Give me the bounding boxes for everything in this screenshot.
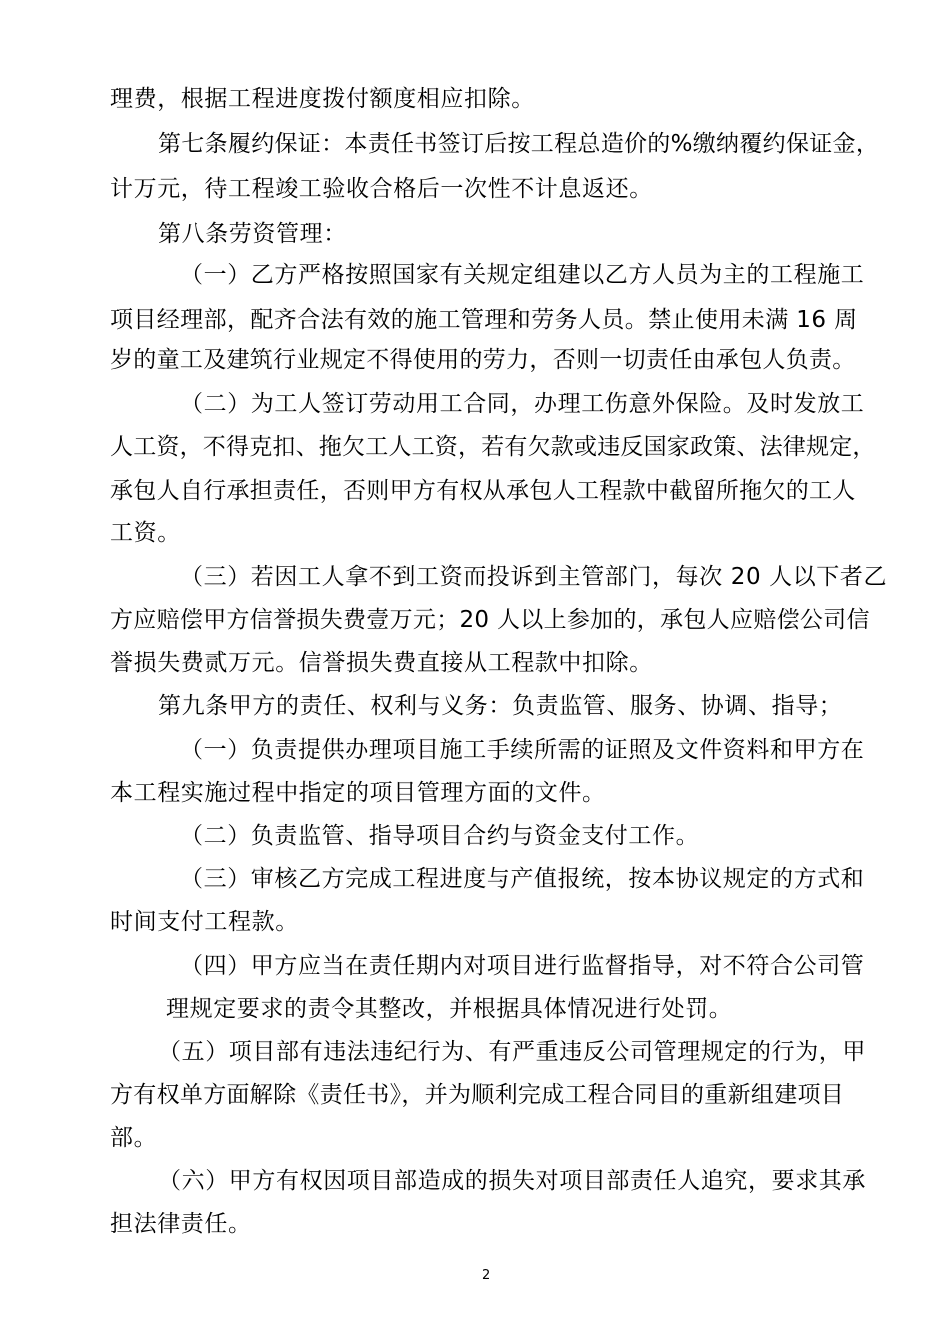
text-line-20: 时间支付工程款。	[110, 909, 299, 935]
text-line-23: （五）项目部有违法违纪行为、有严重违反公司管理规定的行为，甲	[158, 1039, 866, 1065]
text-line-17: 本工程实施过程中指定的项目管理方面的文件。	[110, 780, 606, 806]
text-line-16: （一）负责提供办理项目施工手续所需的证照及文件资料和甲方在	[180, 737, 865, 763]
text-line-11: 工资。	[110, 520, 181, 546]
text-line-2: 第七条履约保证：本责任书签订后按工程总造价的%缴纳覆约保证金，	[158, 131, 880, 157]
text-line-6: 项目经理部，配齐合法有效的施工管理和劳务人员。禁止使用未满 16 周	[110, 307, 858, 333]
text-line-7: 岁的童工及建筑行业规定不得使用的劳力，否则一切责任由承包人负责。	[110, 347, 856, 373]
text-line-15: 第九条甲方的责任、权利与义务：负责监管、服务、协调、指导；	[158, 693, 843, 719]
text-line-19: （三）审核乙方完成工程进度与产值报统，按本协议规定的方式和	[180, 866, 865, 892]
text-line-1: 理费，根据工程进度拨付额度相应扣除。	[110, 86, 535, 112]
text-line-27: 担法律责任。	[110, 1211, 252, 1237]
text-line-14: 誉损失费贰万元。信誉损失费直接从工程款中扣除。	[110, 650, 653, 676]
text-line-10: 承包人自行承担责任，否则甲方有权从承包人工程款中截留所拖欠的工人	[110, 478, 856, 504]
text-line-18: （二）负责监管、指导项目合约与资金支付工作。	[180, 823, 700, 849]
page-number: 2	[482, 1268, 491, 1283]
text-line-21: （四）甲方应当在责任期内对项目进行监督指导，对不符合公司管	[180, 953, 865, 979]
text-line-3: 计万元，待工程竣工验收合格后一次性不计息返还。	[110, 176, 653, 202]
text-line-12: （三）若因工人拿不到工资而投诉到主管部门，每次 20 人以下者乙	[180, 564, 888, 590]
text-line-25: 部。	[110, 1125, 158, 1151]
text-line-13: 方应赔偿甲方信誉损失费壹万元；20 人以上参加的，承包人应赔偿公司信	[110, 607, 870, 633]
text-line-8: （二）为工人签订劳动用工合同，办理工伤意外保险。及时发放工	[180, 391, 865, 417]
text-line-5: （一）乙方严格按照国家有关规定组建以乙方人员为主的工程施工	[180, 262, 865, 288]
text-line-26: （六）甲方有权因项目部造成的损失对项目部责任人追究，要求其承	[158, 1168, 866, 1194]
text-line-22: 理规定要求的责令其整改，并根据具体情况进行处罚。	[166, 996, 733, 1022]
text-line-24: 方有权单方面解除《责任书》，并为顺利完成工程合同目的重新组建项目	[110, 1082, 845, 1108]
text-line-9: 人工资，不得克扣、拖欠工人工资，若有欠款或违反国家政策、法律规定，	[110, 434, 876, 460]
text-line-4: 第八条劳资管理：	[158, 221, 347, 247]
